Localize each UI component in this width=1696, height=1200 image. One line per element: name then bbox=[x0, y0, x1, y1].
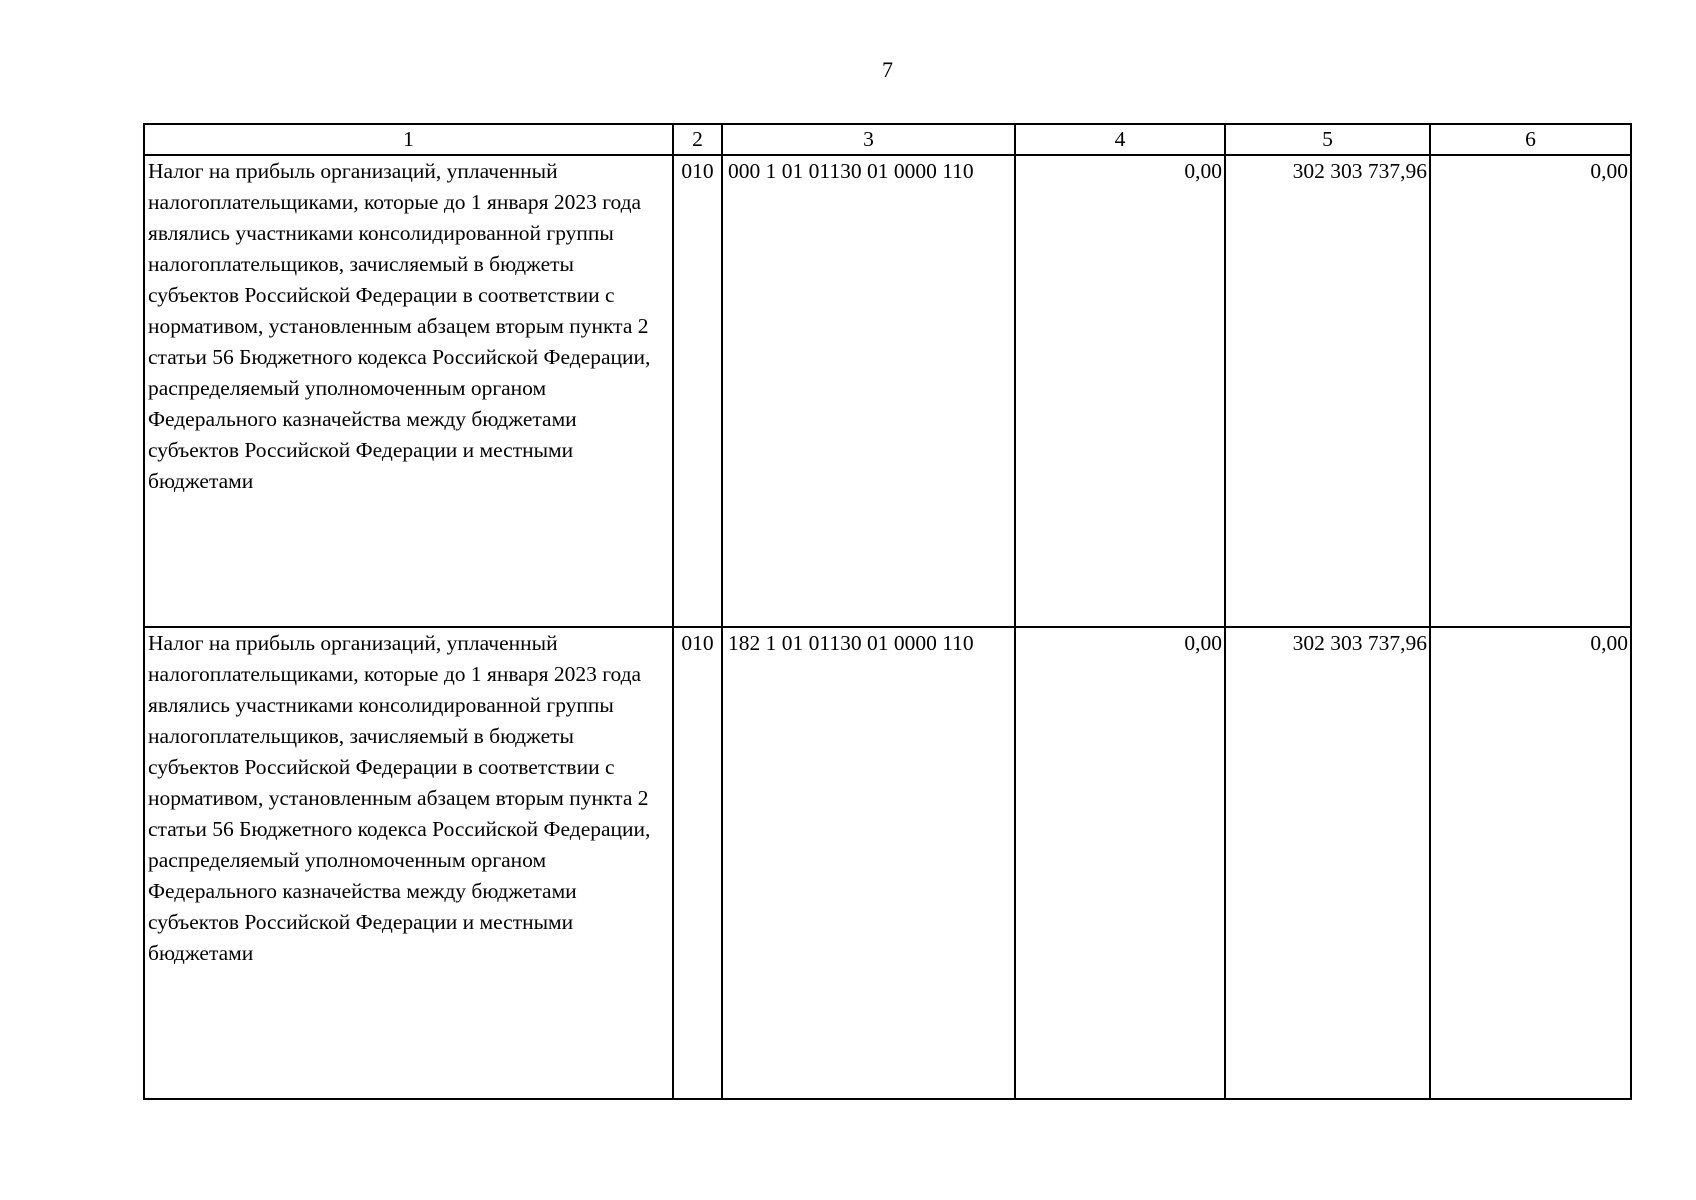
header-col-2: 2 bbox=[673, 124, 722, 155]
row-col6-value: 0,00 bbox=[1430, 627, 1631, 1099]
row-col4-value: 0,00 bbox=[1015, 155, 1225, 627]
row-col5-value: 302 303 737,96 bbox=[1225, 155, 1430, 627]
page-number: 7 bbox=[882, 57, 893, 82]
row-line-code: 010 bbox=[673, 627, 722, 1099]
header-row bbox=[144, 124, 1631, 155]
row-name: Налог на прибыль организаций, уплаченный налогоплательщиками, которые до 1 января 2023 года являлись участниками консолидированной группы налогоплательщиков, зачисляемый в бюджеты субъектов Российской Федерации в соответствии с нормативом, установленным абзацем вторым пункта 2 статьи 56 Бюджетного кодекса Российской Федерации, распределяемый уполномоченным органом Федерального казначейства между бюджетами субъектов Российской Федерации и местными бюджетами bbox=[144, 627, 673, 1099]
row-name: Налог на прибыль организаций, уплаченный налогоплательщиками, которые до 1 января 2023 года являлись участниками консолидированной группы налогоплательщиков, зачисляемый в бюджеты субъектов Российской Федерации в соответствии с нормативом, установленным абзацем вторым пункта 2 статьи 56 Бюджетного кодекса Российской Федерации, распределяемый уполномоченным органом Федерального казначейства между бюджетами субъектов Российской Федерации и местными бюджетами bbox=[144, 155, 673, 627]
row-col4-value: 0,00 bbox=[1015, 627, 1225, 1099]
header-col-3: 3 bbox=[722, 124, 1015, 155]
row-line-code: 010 bbox=[673, 155, 722, 627]
row-col5-value: 302 303 737,96 bbox=[1225, 627, 1430, 1099]
row-col6-value: 0,00 bbox=[1430, 155, 1631, 627]
table-row bbox=[144, 155, 1631, 627]
header-col-4: 4 bbox=[1015, 124, 1225, 155]
row-budget-code: 182 1 01 01130 01 0000 110 bbox=[722, 627, 1015, 1099]
revenue-table bbox=[143, 123, 1632, 1100]
row-budget-code: 000 1 01 01130 01 0000 110 bbox=[722, 155, 1015, 627]
header-col-6: 6 bbox=[1430, 124, 1631, 155]
table-row bbox=[144, 627, 1631, 1099]
header-col-5: 5 bbox=[1225, 124, 1430, 155]
header-col-1: 1 bbox=[144, 124, 673, 155]
